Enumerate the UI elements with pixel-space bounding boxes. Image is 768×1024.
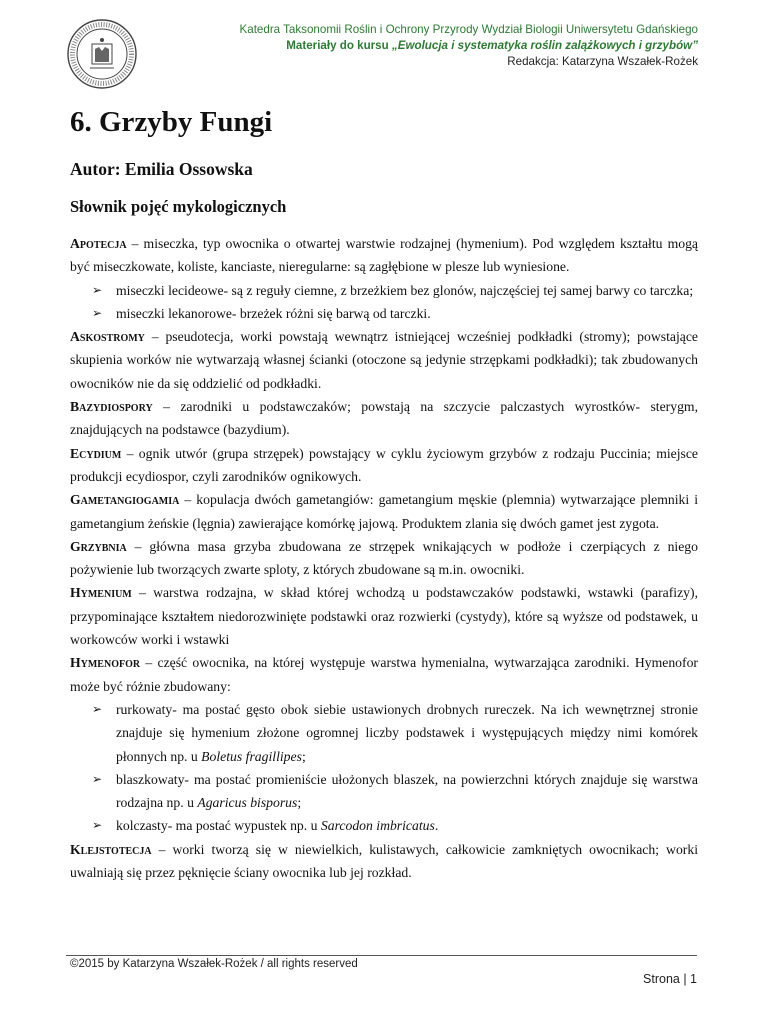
arrow-bullet-icon: ➢ [92, 771, 103, 786]
arrow-bullet-icon: ➢ [92, 701, 103, 716]
course-title: „Ewolucja i systematyka roślin zalążkowych i grzybów” [391, 39, 698, 52]
glossary-entry [70, 488, 698, 535]
bullet-item: ➢ miseczki lekanorowe- brzeżek różni się barwą od tarczki. [116, 302, 698, 325]
glossary-definition: – kopulacja dwóch gametangiów: gametangium męskie (plemnia) wytwarzające plemniki i gametangium żeńskie (lęgnia) zawierające komórkę jajową. Produktem zlania się dwóch gamet jest zygota. [70, 492, 698, 531]
arrow-bullet-icon: ➢ [92, 282, 103, 297]
glossary-entry [70, 232, 698, 279]
glossary-term: Hymenofor [70, 655, 141, 671]
section-title: Słownik pojęć mykologicznych [70, 197, 287, 216]
page-number: Strona | 1 [643, 972, 697, 986]
glossary-definition: – miseczka, typ owocnika o otwartej warstwie rodzajnej (hymenium). Pod względem kształtu mogą być miseczkowate, koliste, kanciaste, nieregularne: są zagłębione w plesze lub wyniesione. [70, 236, 698, 275]
glossary-term: Hymenium [70, 585, 132, 601]
header-course: Materiały do kursu „Ewolucja i systematyka roślin zalążkowych i grzybów” [286, 39, 698, 52]
arrow-bullet-icon: ➢ [92, 305, 103, 320]
glossary-term: Klejstotecja [70, 841, 152, 857]
header-department: Katedra Taksonomii Roślin i Ochrony Przyrody Wydział Biologii Uniwersytetu Gdańskiego [239, 23, 698, 36]
bullet-item: ➢ kolczasty- ma postać wypustek np. u Sarcodon imbricatus. [116, 814, 698, 837]
glossary-definition: – główna masa grzyba zbudowana ze strzępek wnikających w podłoże i czerpiących z niego pożywienie lub tworzących zwarte sploty, z których zbudowane są m.in. owocniki. [70, 538, 698, 578]
glossary-term: Askostromy [70, 329, 145, 345]
glossary-entry [70, 838, 698, 885]
glossary-definition: – worki tworzą się w niewielkich, kulistawych, całkowicie zamkniętych owocnikach; worki uwalniają się przez pęknięcie ściany owocnika lub jej rozkład. [70, 841, 698, 881]
bullet-list [70, 698, 698, 838]
glossary-entry [70, 581, 698, 651]
glossary-definition: – warstwa rodzajna, w skład której wchodzą u podstawczaków podstawki, wstawki (parafizy), przypominające kształtem niedorozwinięte podstawki oraz rozwierki (cystydy), które są wyższe od podstawek, u workowców worki i wstawki [70, 585, 698, 648]
bullet-item: ➢ blaszkowaty- ma postać promieniście ułożonych blaszek, na powierzchni których znajduje się warstwa rodzajna np. u Agaricus bisporus; [116, 768, 698, 815]
arrow-bullet-icon: ➢ [92, 818, 103, 833]
species-name: Sarcodon imbricatus [320, 818, 435, 834]
species-name: Boletus fragillipes [201, 748, 302, 764]
glossary-definition: – zarodniki u podstawczaków; powstają na szczycie palczastych wyrostków- sterygm, znajdujących na podstawce (bazydium). [70, 399, 698, 438]
bullet-list [70, 279, 698, 326]
glossary-definition: – ognik utwór (grupa strzępek) powstający w cyklu życiowym grzybów z rodzaju Puccinia; miejsce produkcji ecydiospor, czyli zarodników ognikowych. [70, 445, 698, 484]
glossary-term: Ecydium [70, 445, 122, 461]
glossary-term: Gametangiogamia [70, 492, 180, 508]
chapter-title: 6. Grzyby Fungi [70, 106, 273, 138]
glossary-term: Bazydiospory [70, 399, 153, 415]
species-name: Agaricus bisporus [197, 795, 298, 811]
footer-divider [66, 955, 697, 956]
glossary-term: Grzybnia [70, 538, 127, 554]
header-editor: Redakcja: Katarzyna Wszałek-Rożek [507, 55, 698, 68]
bullet-item: ➢ rurkowaty- ma postać gęsto obok siebie ustawionych drobnych rureczek. Na ich wewnętrznej stronie znajduje się hymenium złożone ogromnej liczby podstawek i występujących między nimi komórek płonnych np. u Boletus fragillipes; [116, 698, 698, 768]
glossary-entry [70, 395, 698, 442]
bullet-item: ➢ miseczki lecideowe- są z reguły ciemne, z brzeżkiem bez glonów, najczęściej tej samej barwy co tarczka; [116, 279, 698, 302]
glossary-term: Apotecja [70, 236, 127, 251]
glossary-definition: – pseudotecja, worki powstają wewnątrz istniejącej wcześniej podkładki (stromy); powstające skupienia worków nie wytwarzają własnej ścianki (otoczone są jedynie strzępkami podkładki); tak zbudowanych owocników nie da się oddzielić od podkładki. [70, 329, 698, 391]
page-header [240, 22, 698, 70]
footer-copyright: ©2015 by Katarzyna Wszałek-Rożek / all rights reserved [70, 958, 358, 970]
glossary-entry [70, 535, 698, 582]
glossary-definition: – część owocnika, na której występuje warstwa hymenialna, wytwarzająca zarodniki. Hymenofor może być różnie zbudowany: [70, 655, 698, 694]
glossary-entry [70, 651, 698, 698]
university-seal-logo [66, 18, 138, 90]
glossary-entry [70, 442, 698, 489]
document-body [70, 104, 698, 884]
glossary-entry [70, 325, 698, 395]
author-line: Autor: Emilia Ossowska [70, 159, 253, 179]
glossary [70, 232, 698, 884]
